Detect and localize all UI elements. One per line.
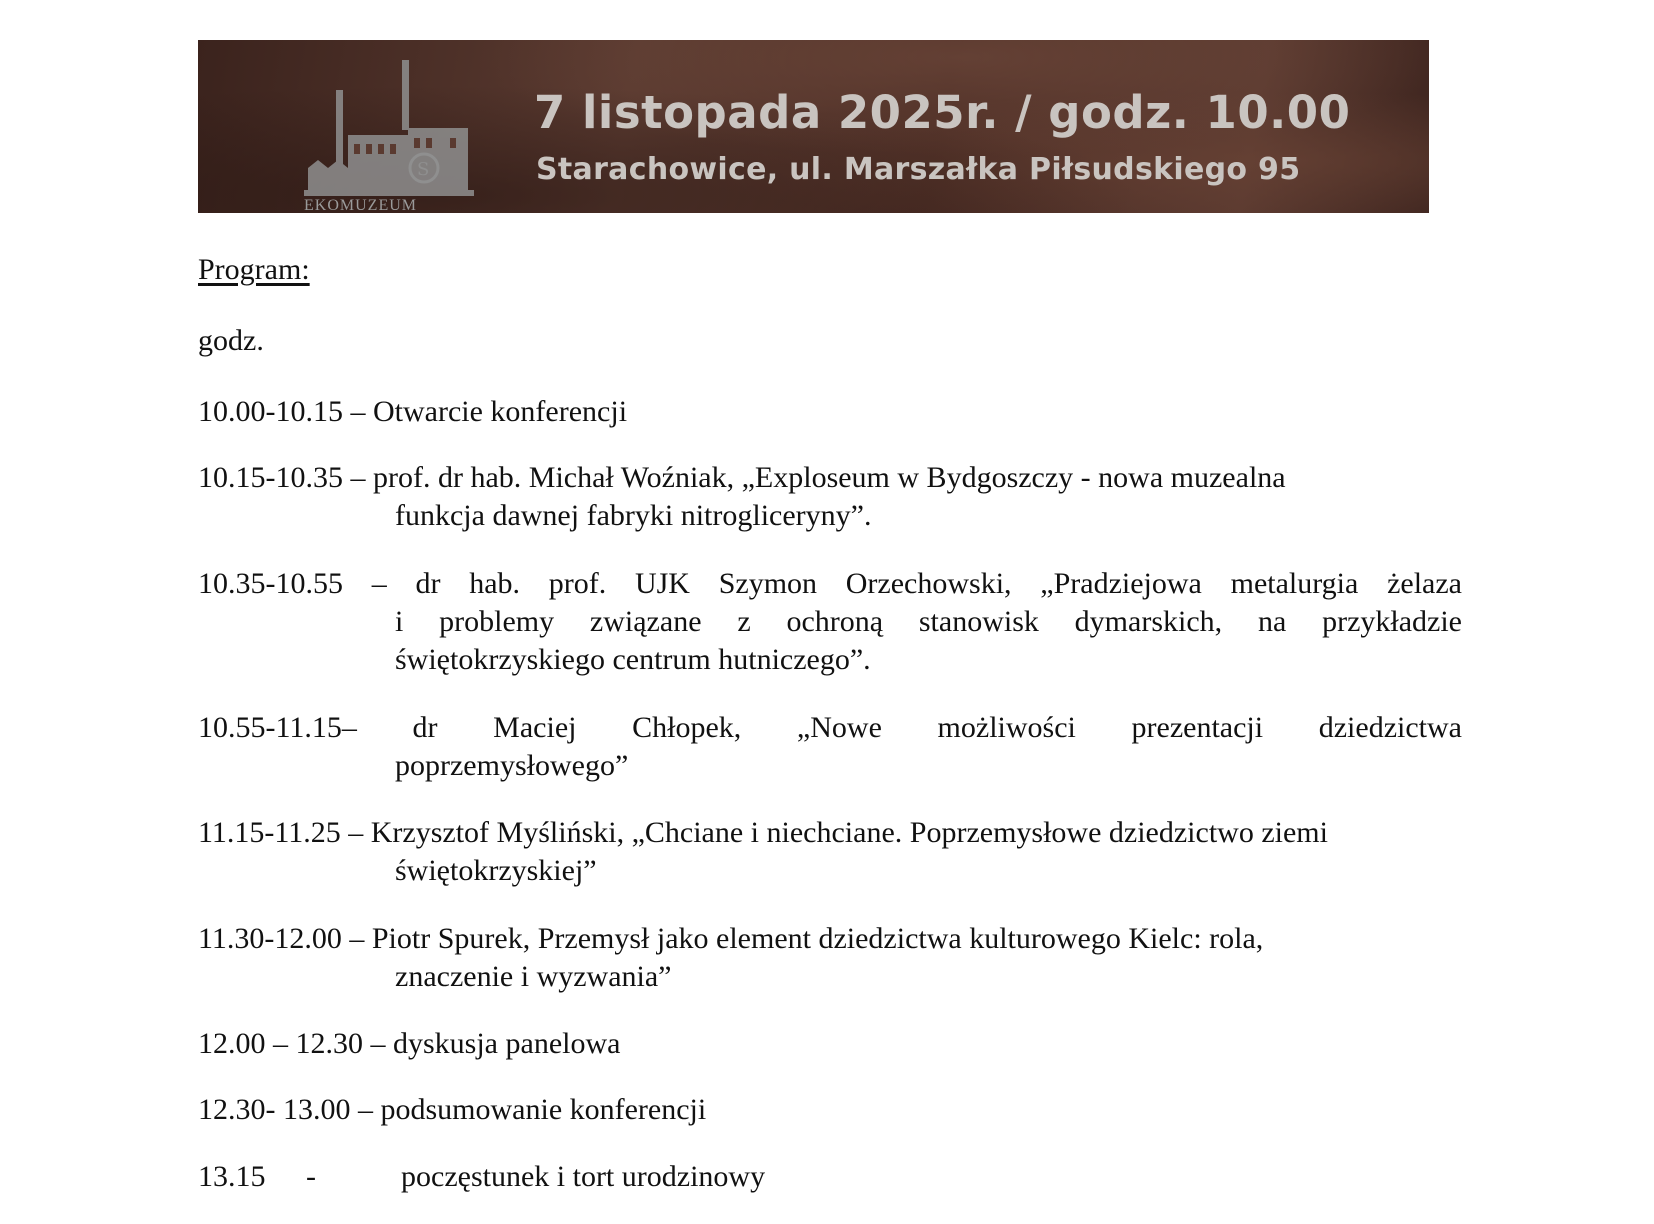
- program-item-4: [198, 709, 1462, 785]
- item-line: 10.15-10.35 – prof. dr hab. Michał Woźniak, „Exploseum w Bydgoszczy - nowa muzealna: [198, 461, 1286, 494]
- event-address: Starachowice, ul. Marszałka Piłsudskiego 95: [536, 152, 1301, 187]
- item-line: 12.00 – 12.30 – dyskusja panelowa: [198, 1027, 621, 1060]
- program-item-1: [198, 393, 627, 431]
- item-line: i problemy związane z ochroną stanowisk dymarskich, na przykładzie: [395, 605, 1462, 638]
- event-banner: [198, 40, 1429, 213]
- event-date: 7 listopada 2025r. / godz. 10.00: [534, 86, 1351, 139]
- item-line: 11.30-12.00 – Piotr Spurek, Przemysł jako element dziedzictwa kulturowego Kielc: rola,: [198, 922, 1264, 955]
- item-line: 12.30- 13.00 – podsumowanie konferencji: [198, 1093, 707, 1126]
- program-item-5: [198, 814, 1328, 890]
- item-text: poczęstunek i tort urodzinowy: [401, 1160, 766, 1193]
- item-time: 13.15: [198, 1160, 266, 1193]
- logo-text: EKOMUZEUM: [304, 197, 417, 210]
- program-heading: Program:: [198, 253, 310, 286]
- program-item-6: [198, 920, 1263, 996]
- item-line: świętokrzyskiej”: [395, 854, 597, 887]
- godz-label: godz.: [198, 324, 264, 357]
- program-item-2: [198, 459, 1286, 535]
- item-dash: -: [306, 1160, 316, 1193]
- program-item-7: [198, 1025, 620, 1063]
- program-item-9: [198, 1158, 765, 1196]
- ekomuzeum-logo-icon: [304, 60, 474, 210]
- program-item-3: [198, 565, 1462, 679]
- item-line: poprzemysłowego”: [395, 749, 629, 782]
- program-item-8: [198, 1091, 706, 1129]
- item-line: 10.00-10.15 – Otwarcie konferencji: [198, 395, 628, 428]
- svg-text:S: S: [417, 159, 430, 180]
- item-line: 11.15-11.25 – Krzysztof Myśliński, „Chciane i niechciane. Poprzemysłowe dziedzictwo ziemi: [198, 816, 1328, 849]
- item-line: świętokrzyskiego centrum hutniczego”.: [395, 643, 871, 676]
- item-line: funkcja dawnej fabryki nitrogliceryny”.: [395, 499, 872, 532]
- item-line: znaczenie i wyzwania”: [395, 960, 672, 993]
- item-line: 10.35-10.55 – dr hab. prof. UJK Szymon Orzechowski, „Pradziejowa metalurgia żelaza: [198, 567, 1462, 600]
- item-line: 10.55-11.15– dr Maciej Chłopek, „Nowe możliwości prezentacji dziedzictwa: [198, 711, 1462, 744]
